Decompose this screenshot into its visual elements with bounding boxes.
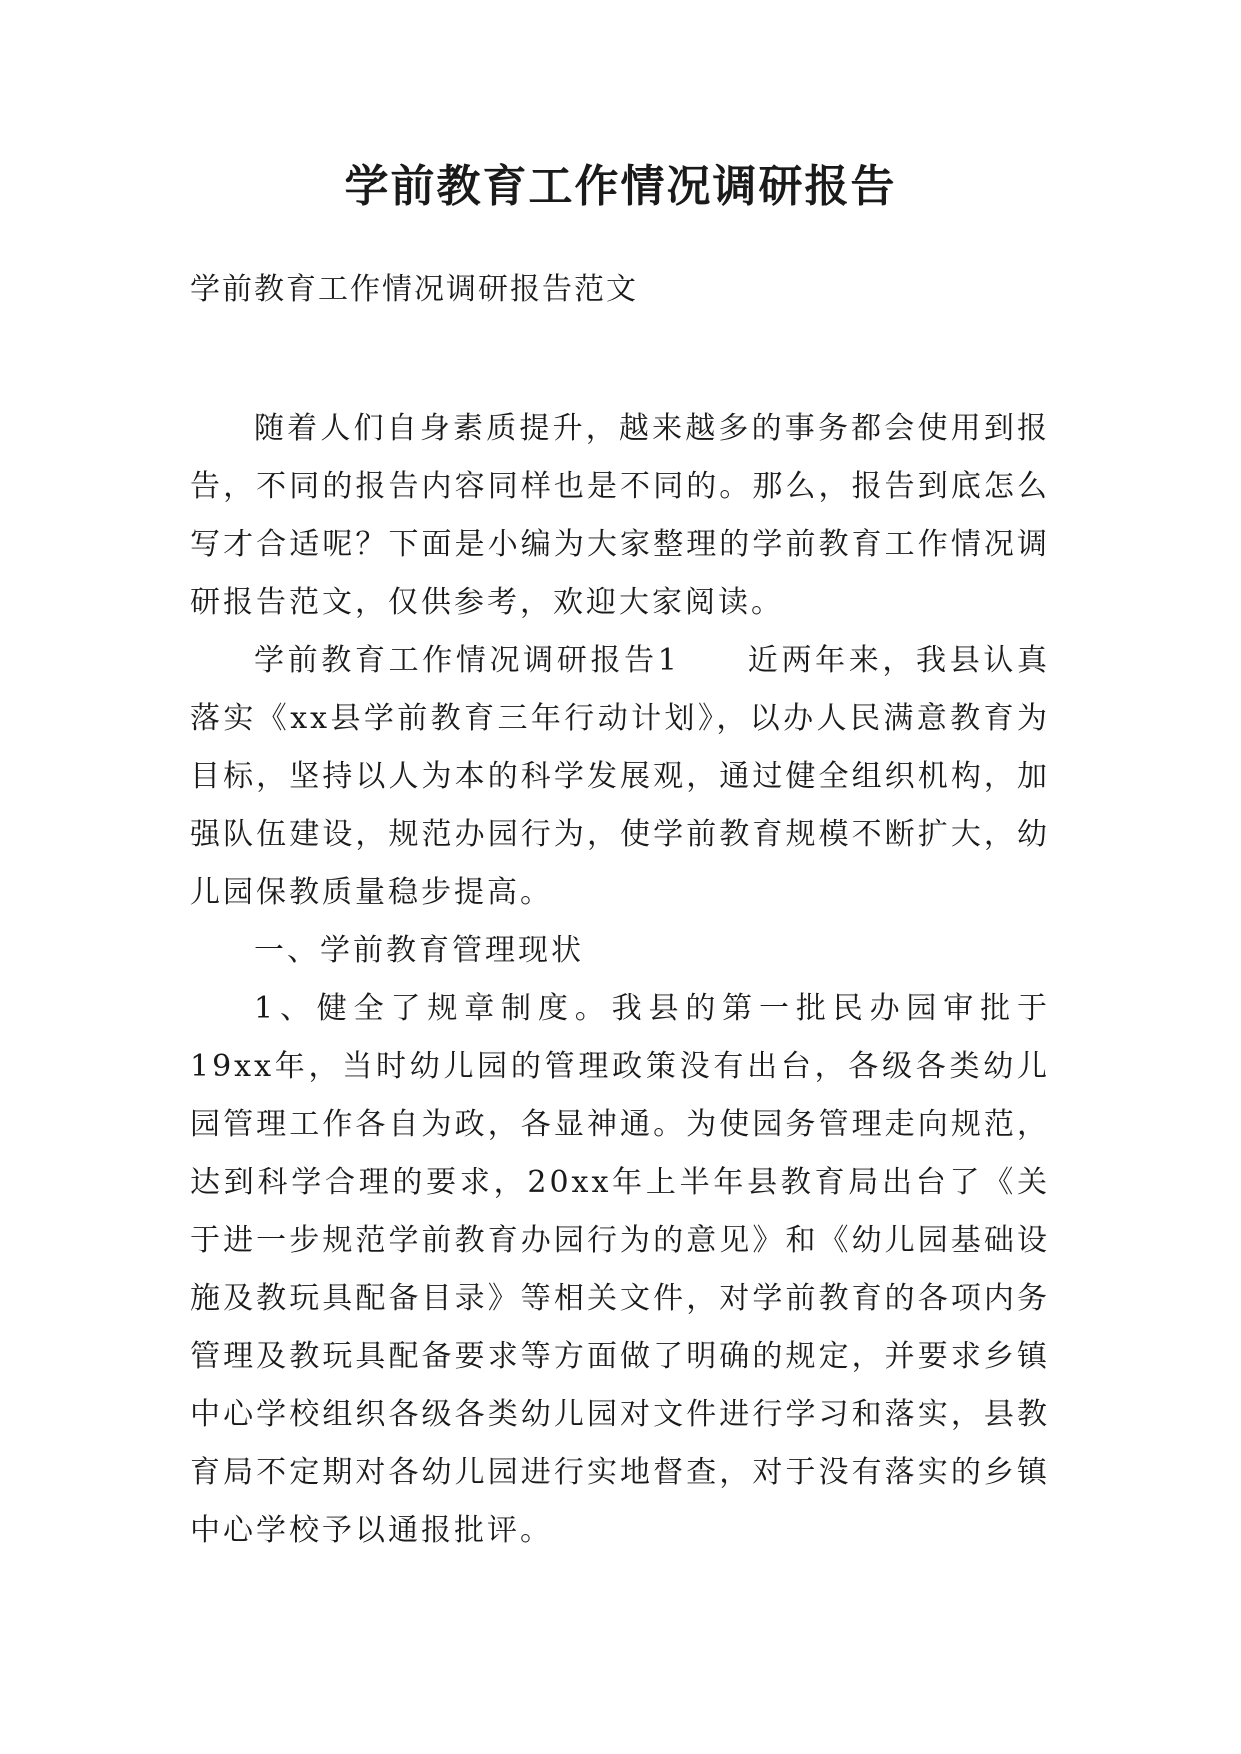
section-heading: 一、学前教育管理现状: [254, 933, 584, 968]
intro-paragraph: 随着人们自身素质提升，越来越多的事务都会使用到报告，不同的报告内容同样也是不同的。那么，报告到底怎么写才合适呢？下面是小编为大家整理的学前教育工作情况调研报告范文，仅供参考，欢迎大家阅读。: [190, 411, 1050, 620]
report-opening-paragraph: 学前教育工作情况调研报告1 近两年来，我县认真落实《xx县学前教育三年行动计划》，以办人民满意教育为目标，坚持以人为本的科学发展观，通过健全组织机构，加强队伍建设，规范办园行为，使学前教育规模不断扩大，幼儿园保教质量稳步提高。: [190, 643, 1050, 910]
document-title: 学前教育工作情况调研报告: [344, 161, 897, 212]
document-subtitle: 学前教育工作情况调研报告范文: [190, 272, 638, 307]
section-paragraph: 1、健全了规章制度。我县的第一批民办园审批于19xx年，当时幼儿园的管理政策没有出台，各级各类幼儿园管理工作各自为政，各显神通。为使园务管理走向规范，达到科学合理的要求，20xx年上半年县教育局出台了《关于进一步规范学前教育办园行为的意见》和《幼儿园基础设施及教玩具配备目录》等相关文件，对学前教育的各项内务管理及教玩具配备要求等方面做了明确的规定，并要求乡镇中心学校组织各级各类幼儿园对文件进行学习和落实，县教育局不定期对各幼儿园进行实地督查，对于没有落实的乡镇中心学校予以通报批评。: [190, 991, 1050, 1548]
document-body: [190, 400, 1050, 1560]
